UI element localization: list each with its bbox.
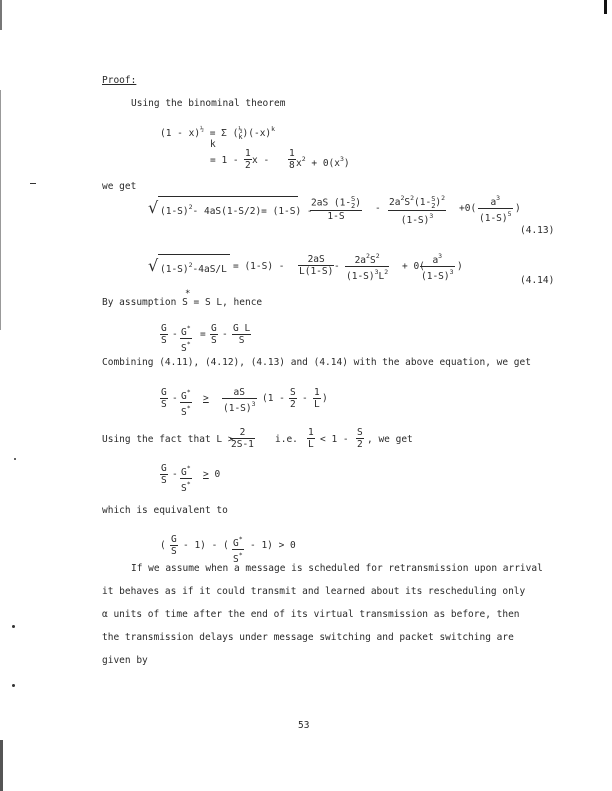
ineq2-as-fraction: $\frac{aS}{(1-S)^3}$	[223, 387, 256, 414]
ineq1-gstar-over-sstar: $\frac{G^*}{S^*}$	[181, 324, 191, 354]
binomial-term-x2: $x^2 + 0(x^3)$	[296, 155, 350, 169]
eq414-fraction-1: $\frac{2aS}{L(1-S)}$	[299, 254, 334, 277]
binomial-lhs: (1 - x)$^{\frac{1}{2}}$ = Σ (½ $k)(-x)^k$	[160, 125, 276, 141]
scan-edge-mark	[0, 740, 3, 791]
eq414-close: )	[457, 261, 463, 272]
fact-1-over-l: $\frac{1}{L}$	[308, 427, 314, 450]
we-get-label: we get	[102, 181, 137, 192]
eq414-plus: + 0(	[402, 261, 425, 272]
intro-text: Using the binominal theorem	[131, 98, 286, 109]
paragraph-line-1: If we assume when a message is scheduled for retransmission upon arrival	[131, 563, 543, 574]
scan-edge-mark	[0, 0, 2, 30]
sqrt-sign: √	[148, 256, 159, 275]
equivalent-text: which is equivalent to	[102, 505, 228, 516]
eq413-fraction-2: $2a^2S^2(1-S$ 2)$^2$ $(1-S)^3$	[389, 194, 446, 226]
eq413-sqrt-content: $(1-S)^2-$ 4aS(1-S/2)= (1-S) -	[160, 203, 313, 217]
fraction-half: $\frac{1}{2}$	[245, 148, 251, 171]
ineq4-end: - 1) > 0	[250, 540, 296, 551]
ineq4-g-over-s: $\frac{G}{S}$	[171, 534, 177, 557]
ineq1-minus: -	[172, 329, 178, 340]
ineq2-paren-close: )	[322, 393, 328, 404]
ineq2-paren-open: (1 -	[262, 393, 285, 404]
eq413-fraction-1: 2aS (1-S 2) 1-S	[311, 195, 361, 222]
eq413-fraction-3: $\frac{a^3}{(1-S)^5}$	[479, 194, 512, 224]
eq413-plus: +0(	[459, 203, 477, 214]
eq414-minus: -	[334, 261, 340, 272]
sum-index: k	[210, 139, 216, 150]
ineq4-mid: - 1) - (	[183, 540, 229, 551]
ineq2-geq: >	[203, 393, 209, 404]
sqrt-sign: √	[148, 198, 159, 217]
fact-lt: < 1 -	[320, 434, 349, 445]
ineq3-minus: -	[172, 469, 178, 480]
ineq4-gstar-over-sstar: $\frac{G^*}{S^*}$	[233, 535, 243, 565]
ineq2-gstar-over-sstar: $\frac{G^*}{S^*}$	[181, 388, 191, 418]
fraction-eighth: $\frac{1}{8}$	[289, 148, 295, 171]
eq414-sqrt-content: $(1-S)^2-4aS/L$	[160, 261, 227, 275]
eq413-minus: -	[375, 203, 381, 214]
scan-dot	[14, 458, 16, 460]
sqrt-bar	[158, 196, 298, 197]
eq414-equals: = (1-S) -	[233, 261, 285, 272]
proof-heading: Proof:	[102, 75, 137, 86]
eq413-label: (4.13)	[520, 225, 555, 236]
ineq2-minus: -	[172, 393, 178, 404]
binomial-term-x: x -	[252, 155, 270, 166]
assumption-text: By assumption S = S L, hence	[102, 297, 263, 308]
ineq1-g-over-s: $\frac{G}{S}$	[161, 323, 167, 346]
ineq1-gl-over-s: $\frac{\text{G L}}{S}$	[233, 323, 251, 346]
ineq2-1-over-l: $\frac{1}{L}$	[314, 387, 320, 410]
scan-dot	[12, 625, 15, 628]
scan-dot	[30, 183, 36, 184]
ineq2-g-over-s: $\frac{G}{S}$	[161, 387, 167, 410]
ineq1-equals: =	[200, 329, 206, 340]
sqrt-bar	[158, 254, 230, 255]
eq414-fraction-3: $\frac{a^3}{(1-S)^3}$	[421, 252, 454, 282]
eq414-fraction-2: $\frac{2a^2S^2}{(1-S)^3L^2}$	[346, 252, 389, 282]
ineq3-geq-zero: > 0	[203, 469, 221, 480]
fact-fraction: $\frac{2}{2S-1}$	[231, 427, 254, 450]
eq413-close: )	[515, 203, 521, 214]
ineq2-paren-minus: -	[302, 393, 308, 404]
page-number: 53	[298, 720, 310, 731]
paragraph-line-2: it behaves as if it could transmit and learned about its rescheduling only	[102, 586, 526, 597]
fact-we-get: , we get	[367, 434, 413, 445]
ineq1-minus-2: -	[222, 329, 228, 340]
ineq4-open: (	[160, 540, 166, 551]
paragraph-line-4: the transmission delays under message switching and packet switching are	[102, 632, 514, 643]
ineq1-g-over-s-2: $\frac{G}{S}$	[211, 323, 217, 346]
binomial-expansion: = 1 -	[210, 155, 239, 166]
eq414-label: (4.14)	[520, 275, 555, 286]
ineq3-gstar-over-sstar: $\frac{G^*}{S^*}$	[181, 464, 191, 494]
scan-edge-mark	[0, 90, 1, 330]
ineq2-s-over-2: $\frac{S}{2}$	[290, 387, 296, 410]
fact-ie: i.e.	[275, 434, 298, 445]
scan-dot	[12, 684, 15, 687]
star-mark: *	[185, 289, 191, 299]
fact-text: Using the fact that L >	[102, 434, 234, 445]
scan-corner-mark	[604, 0, 607, 14]
combining-text: Combining (4.11), (4.12), (4.13) and (4.14) with the above equation, we get	[102, 357, 531, 368]
fact-s-over-2: $\frac{S}{2}$	[357, 427, 363, 450]
paragraph-line-3: α units of time after the end of its virtual transmission as before, then	[102, 609, 520, 620]
ineq3-g-over-s: $\frac{G}{S}$	[161, 463, 167, 486]
paragraph-line-5: given by	[102, 655, 148, 666]
